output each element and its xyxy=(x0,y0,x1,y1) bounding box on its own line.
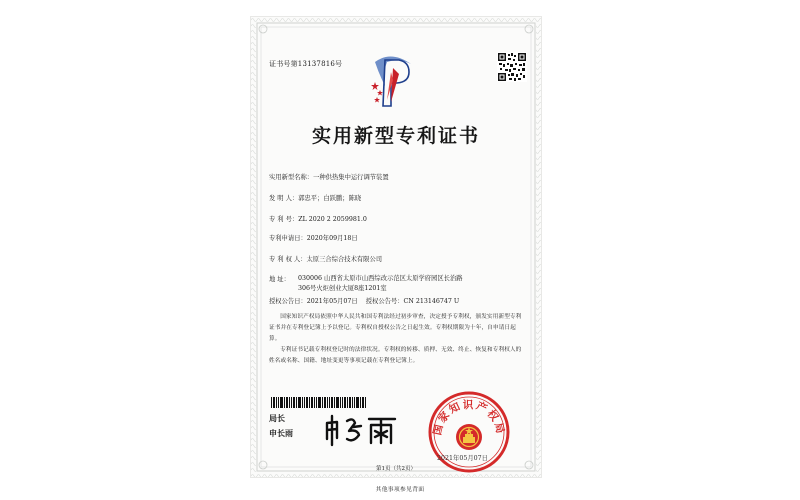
field-grant-info xyxy=(269,296,459,305)
footer-note: 其他事项参见背面 xyxy=(375,487,425,493)
certificate-number: 证书号第13137816号 xyxy=(269,60,343,68)
qr-code-icon xyxy=(497,52,527,82)
seal-date: 2021年05月07日 xyxy=(437,455,488,462)
field-address-label: 地 址： xyxy=(269,276,290,283)
field-value: 太原三合综合技术有限公司 xyxy=(306,256,383,263)
field-label: 实用新型名称： xyxy=(269,174,314,181)
signature-icon xyxy=(323,413,403,447)
field-label: 发 明 人： xyxy=(269,195,299,202)
notice-paragraph: 国家知识产权局依照中华人民共和国专利法经过初步审查，决定授予专利权，颁发实用新型专利证书并在专利登记簿上予以登记。专利权自授权公告之日起生效。专利权期限为十年，自申请日起算。 xyxy=(269,314,522,342)
field-value: 一种供热集中运行调节装置 xyxy=(313,174,389,181)
patent-office-emblem-icon xyxy=(369,52,419,110)
field-label: 专 利 号： xyxy=(269,216,299,223)
field-label: 专 利 权 人： xyxy=(269,256,307,263)
barcode-icon xyxy=(271,397,366,408)
field-value: 郭忠平；白跃鹏；陈晓 xyxy=(298,195,362,202)
legal-notice xyxy=(269,312,527,367)
field-utility-model-name xyxy=(269,172,389,181)
field-inventors xyxy=(269,193,361,202)
field-application-date xyxy=(269,233,358,242)
director-name-label: 申长雨 xyxy=(269,429,293,438)
field-label: 专利申请日： xyxy=(269,235,307,242)
field-value: 2020年09月18日 xyxy=(306,235,358,242)
notice-paragraph: 专利证书记载专利权登记时的法律状况。专利权的转移、质押、无效、终止、恢复和专利权人的姓名或名称、国籍、地址变更等事项记载在专利登记簿上。 xyxy=(269,347,522,364)
seal-text: 国家知识产权局 xyxy=(431,399,507,437)
field-patentee xyxy=(269,254,382,263)
field-label: 授权公告日： xyxy=(269,298,307,305)
certificate-title: 实用新型专利证书 xyxy=(311,125,480,147)
field-value: 2021年05月07日 xyxy=(306,298,358,305)
field-value: ZL 2020 2 2059981.0 xyxy=(298,216,367,223)
field-patent-number xyxy=(269,214,367,223)
page-number: 第1页（共2页） xyxy=(376,466,416,472)
field-label: 授权公告号： xyxy=(365,298,404,305)
patent-certificate xyxy=(251,17,541,477)
field-value: CN 213146747 U xyxy=(403,298,460,305)
director-title-label: 局长 xyxy=(269,414,285,423)
field-address-value: 030006 山西省太原市山西综改示范区太原学府园区长治路306号火炬创业大厦8座1201室 xyxy=(298,275,463,292)
